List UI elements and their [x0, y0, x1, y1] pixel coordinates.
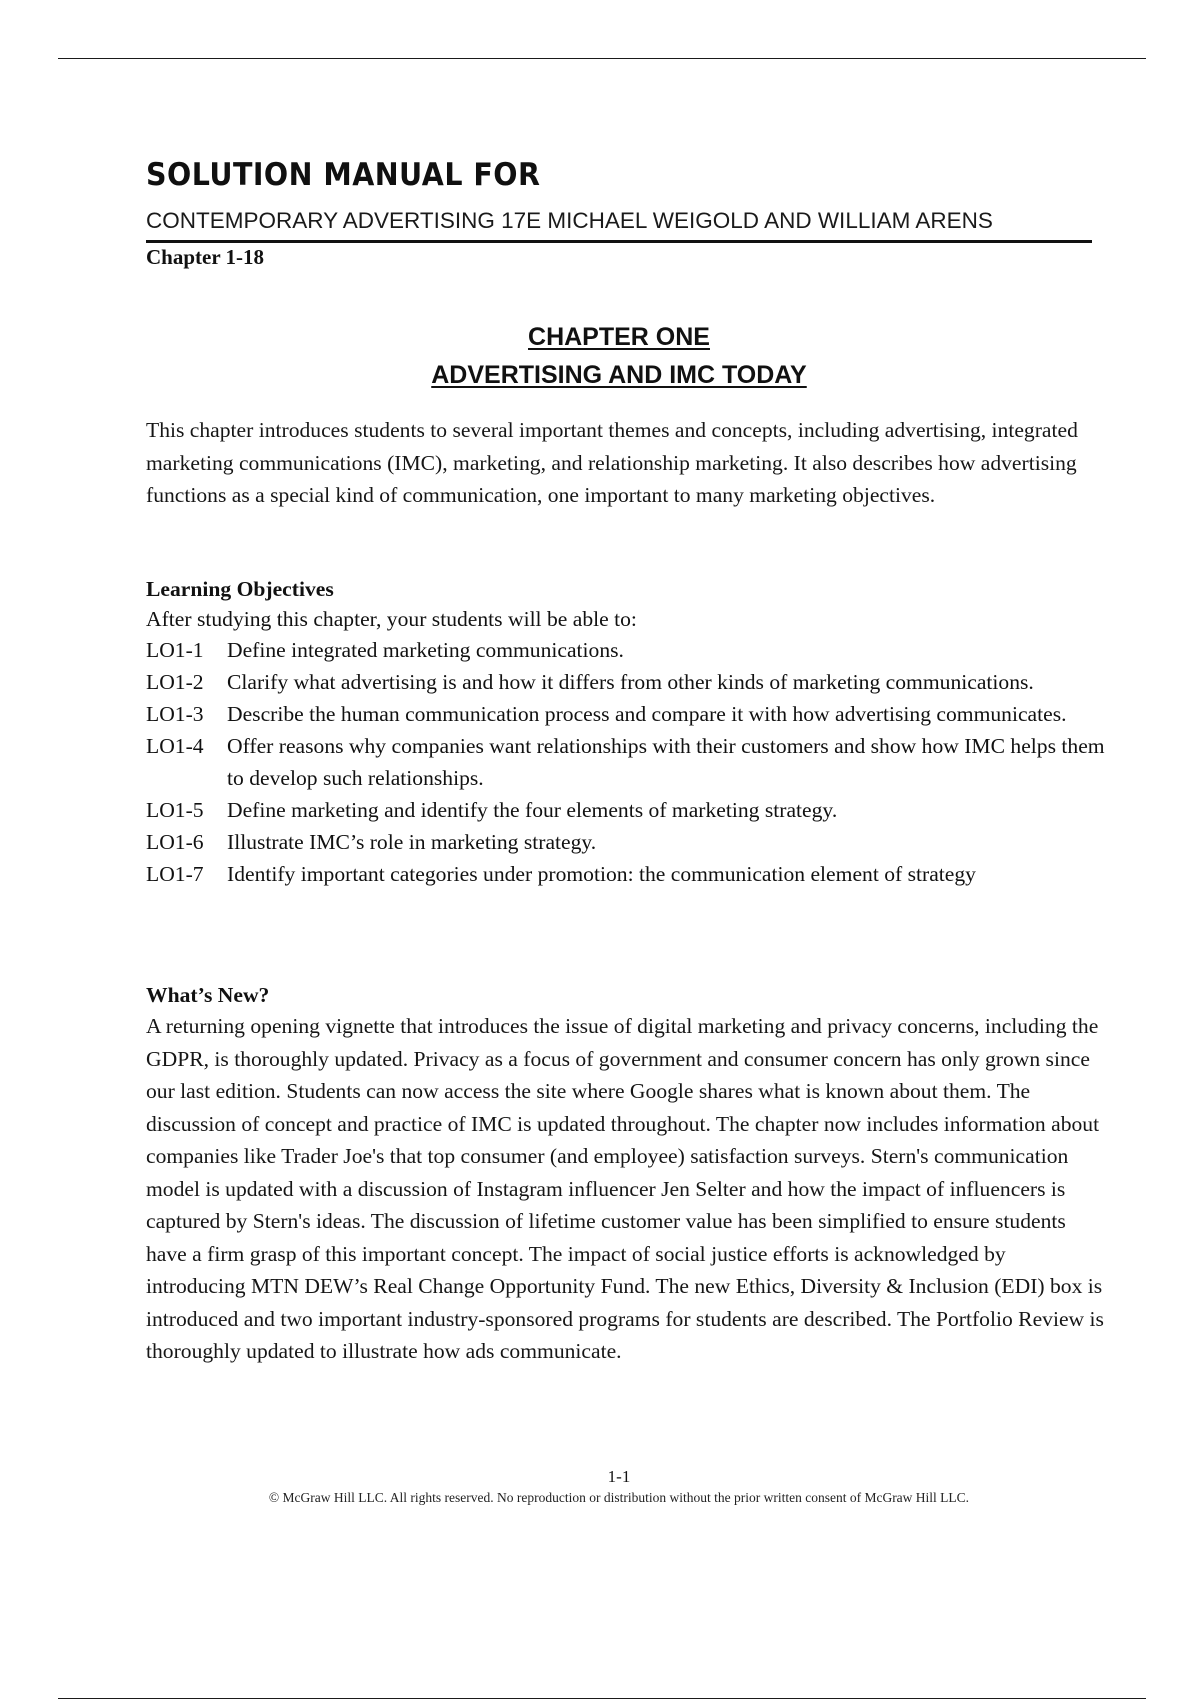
objective-text: Define marketing and identify the four elements of marketing strategy. [227, 798, 838, 822]
objective-text: Describe the human communication process and compare it with how advertising communicates. [227, 702, 1067, 726]
objective-code: LO1-2 [146, 670, 204, 694]
learning-objective [146, 826, 1106, 858]
whats-new-heading: What’s New? [146, 983, 270, 1007]
book-subtitle: CONTEMPORARY ADVERTISING 17E MICHAEL WEIGOLD AND WILLIAM ARENS [146, 208, 993, 233]
top-rule [58, 58, 1146, 59]
objective-code: LO1-4 [146, 734, 204, 758]
learning-objective [146, 794, 1106, 826]
learning-objectives-section [146, 574, 1106, 890]
learning-objective [146, 666, 1106, 698]
learning-objective [146, 698, 1106, 730]
objective-code: LO1-6 [146, 830, 204, 854]
objective-code: LO1-7 [146, 862, 204, 886]
solution-manual-title: SOLUTION MANUAL FOR [146, 157, 541, 193]
learning-objective [146, 858, 1106, 890]
learning-objective [146, 634, 1106, 666]
page-number: 1-1 [607, 1467, 631, 1486]
chapter-heading [146, 318, 1092, 394]
chapter-number-heading: CHAPTER ONE [528, 323, 710, 351]
objective-text: Clarify what advertising is and how it differs from other kinds of marketing communications. [227, 670, 1034, 694]
copyright-notice: © McGraw Hill LLC. All rights reserved. No reproduction or distribution without the prior written consent of McGraw Hill LLC. [268, 1490, 970, 1505]
objective-code: LO1-1 [146, 638, 204, 662]
whats-new-body: A returning opening vignette that introduces the issue of digital marketing and privacy concerns, including the GDPR, is thoroughly updated. Privacy as a focus of government and consumer concern has only grown since our last edition. Students can now access the site where Google shares what is known about them. The discussion of concept and practice of IMC is updated throughout. The chapter now includes information about companies like Trader Joe's that top consumer (and employee) satisfaction surveys. Stern's communication model is updated with a discussion of Instagram influencer Jen Selter and how the impact of influencers is captured by Stern's ideas. The discussion of lifetime customer value has been simplified to ensure students have a firm grasp of this important concept. The impact of social justice efforts is acknowledged by introducing MTN DEW’s Real Change Opportunity Fund. The new Ethics, Diversity & Inclusion (EDI) box is introduced and two important industry-sponsored programs for students are described. The Portfolio Review is thoroughly updated to illustrate how ads communicate. [146, 1014, 1104, 1363]
chapter-range: Chapter 1-18 [146, 245, 265, 269]
objective-code: LO1-3 [146, 702, 204, 726]
whats-new-section [146, 980, 1106, 1368]
objective-text: Offer reasons why companies want relationships with their customers and show how IMC helps them to develop such relationships. [227, 734, 1105, 790]
learning-objectives-lead: After studying this chapter, your students will be able to: [146, 607, 637, 631]
objective-code: LO1-5 [146, 798, 204, 822]
learning-objectives-list [146, 634, 1106, 890]
page-footer [146, 1466, 1092, 1508]
bottom-rule [58, 1698, 1146, 1699]
chapter-intro: This chapter introduces students to several important themes and concepts, including advertising, integrated marketing communications (IMC), marketing, and relationship marketing. It also describes how advertising functions as a special kind of communication, one important to many marketing objectives. [146, 418, 1078, 507]
header-underline [146, 240, 1092, 243]
objective-text: Illustrate IMC’s role in marketing strategy. [227, 830, 597, 854]
learning-objective [146, 730, 1106, 794]
learning-objectives-heading: Learning Objectives [146, 577, 334, 601]
chapter-name-heading: ADVERTISING AND IMC TODAY [431, 361, 807, 389]
objective-text: Identify important categories under promotion: the communication element of strategy [227, 862, 976, 886]
objective-text: Define integrated marketing communications. [227, 638, 624, 662]
